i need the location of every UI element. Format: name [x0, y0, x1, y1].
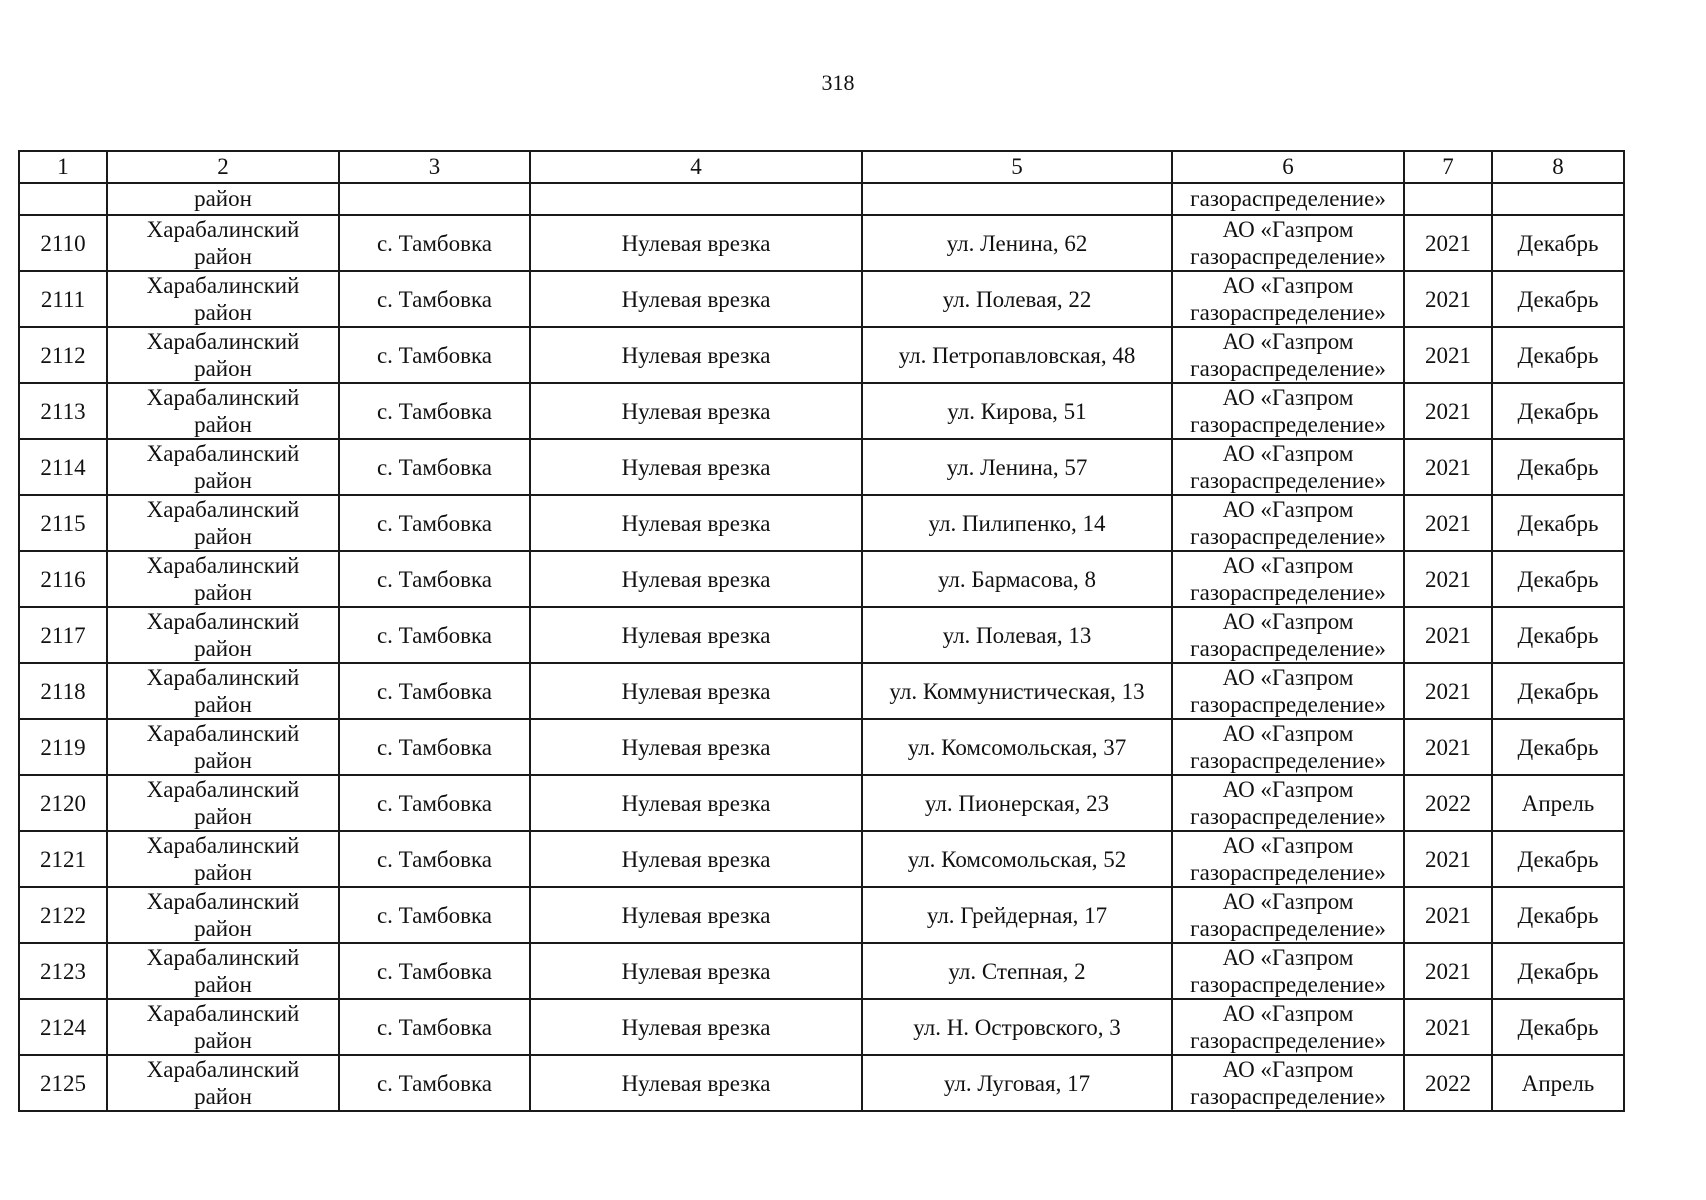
- table-row: [19, 439, 1624, 495]
- table-row: [19, 607, 1624, 663]
- organization-cell: [1172, 999, 1404, 1055]
- organization-cell-line: газораспределение»: [1190, 244, 1386, 269]
- organization-cell: [1172, 551, 1404, 607]
- district-cell: [107, 999, 339, 1055]
- organization-cell-line: газораспределение»: [1190, 300, 1386, 325]
- column-number-cell: 3: [339, 151, 530, 183]
- year-cell: 2021: [1404, 607, 1492, 663]
- address-cell: ул. Степная, 2: [862, 943, 1172, 999]
- organization-cell-line: АО «Газпром: [1222, 329, 1354, 354]
- district-cell-line: район: [194, 804, 252, 829]
- district-cell-line: Харабалинский: [146, 833, 300, 858]
- settlement-cell: с. Тамбовка: [339, 887, 530, 943]
- table-row: [19, 999, 1624, 1055]
- organization-cell-line: газораспределение»: [1190, 1028, 1386, 1053]
- organization-cell-line: АО «Газпром: [1222, 385, 1354, 410]
- address-cell: ул. Луговая, 17: [862, 1055, 1172, 1111]
- row-number-cell: 2116: [19, 551, 107, 607]
- district-cell: [107, 439, 339, 495]
- row-number-cell: 2123: [19, 943, 107, 999]
- month-cell: Декабрь: [1492, 327, 1624, 383]
- district-cell-line: район: [194, 972, 252, 997]
- table-row: [19, 495, 1624, 551]
- row-number-cell: 2114: [19, 439, 107, 495]
- organization-cell-line: газораспределение»: [1190, 748, 1386, 773]
- settlement-cell: с. Тамбовка: [339, 663, 530, 719]
- organization-cell-line: газораспределение»: [1190, 356, 1386, 381]
- continuation-cell: [530, 183, 862, 215]
- year-cell: 2021: [1404, 383, 1492, 439]
- month-cell: Декабрь: [1492, 999, 1624, 1055]
- row-number-cell: 2117: [19, 607, 107, 663]
- district-cell-line: Харабалинский: [146, 945, 300, 970]
- organization-cell: [1172, 719, 1404, 775]
- row-number-cell: 2115: [19, 495, 107, 551]
- address-cell: ул. Комсомольская, 52: [862, 831, 1172, 887]
- work-type-cell: Нулевая врезка: [530, 943, 862, 999]
- table-row: [19, 775, 1624, 831]
- year-cell: 2022: [1404, 1055, 1492, 1111]
- row-number-cell: 2121: [19, 831, 107, 887]
- organization-cell-line: АО «Газпром: [1222, 945, 1354, 970]
- district-cell: [107, 215, 339, 271]
- organization-cell-line: газораспределение»: [1190, 412, 1386, 437]
- address-cell: ул. Грейдерная, 17: [862, 887, 1172, 943]
- organization-cell: [1172, 943, 1404, 999]
- month-cell: Декабрь: [1492, 495, 1624, 551]
- district-cell-line: район: [194, 412, 252, 437]
- table-row: [19, 271, 1624, 327]
- district-cell-line: район: [194, 1084, 252, 1109]
- organization-cell-line: АО «Газпром: [1222, 777, 1354, 802]
- work-type-cell: Нулевая врезка: [530, 999, 862, 1055]
- district-cell: [107, 831, 339, 887]
- settlement-cell: с. Тамбовка: [339, 831, 530, 887]
- settlement-cell: с. Тамбовка: [339, 215, 530, 271]
- work-type-cell: Нулевая врезка: [530, 551, 862, 607]
- table-row: [19, 831, 1624, 887]
- address-cell: ул. Полевая, 13: [862, 607, 1172, 663]
- address-cell: ул. Петропавловская, 48: [862, 327, 1172, 383]
- column-number-cell: 6: [1172, 151, 1404, 183]
- table-body: [19, 151, 1624, 1111]
- month-cell: Декабрь: [1492, 607, 1624, 663]
- organization-cell: [1172, 663, 1404, 719]
- year-cell: 2021: [1404, 327, 1492, 383]
- month-cell: Декабрь: [1492, 719, 1624, 775]
- district-cell: [107, 271, 339, 327]
- table-row: [19, 1055, 1624, 1111]
- district-cell-line: Харабалинский: [146, 385, 300, 410]
- column-number-cell: 5: [862, 151, 1172, 183]
- organization-cell-line: АО «Газпром: [1222, 1057, 1354, 1082]
- settlement-cell: с. Тамбовка: [339, 607, 530, 663]
- organization-cell-line: АО «Газпром: [1222, 889, 1354, 914]
- organization-cell: [1172, 775, 1404, 831]
- district-cell: [107, 719, 339, 775]
- column-number-cell: 2: [107, 151, 339, 183]
- month-cell: Декабрь: [1492, 887, 1624, 943]
- organization-cell-line: АО «Газпром: [1222, 609, 1354, 634]
- month-cell: Апрель: [1492, 775, 1624, 831]
- table-row: [19, 383, 1624, 439]
- column-number-cell: 8: [1492, 151, 1624, 183]
- district-cell: [107, 607, 339, 663]
- organization-cell-line: газораспределение»: [1190, 636, 1386, 661]
- district-cell: [107, 943, 339, 999]
- row-number-cell: 2110: [19, 215, 107, 271]
- year-cell: 2021: [1404, 831, 1492, 887]
- district-cell-line: район: [194, 356, 252, 381]
- district-cell-line: Харабалинский: [146, 217, 300, 242]
- organization-cell-line: газораспределение»: [1190, 860, 1386, 885]
- table-row: [19, 663, 1624, 719]
- month-cell: Декабрь: [1492, 439, 1624, 495]
- year-cell: 2021: [1404, 719, 1492, 775]
- settlement-cell: с. Тамбовка: [339, 1055, 530, 1111]
- column-number-row: [19, 151, 1624, 183]
- settlement-cell: с. Тамбовка: [339, 943, 530, 999]
- address-cell: ул. Пионерская, 23: [862, 775, 1172, 831]
- settlement-cell: с. Тамбовка: [339, 383, 530, 439]
- work-type-cell: Нулевая врезка: [530, 607, 862, 663]
- address-cell: ул. Бармасова, 8: [862, 551, 1172, 607]
- continuation-cell: [862, 183, 1172, 215]
- month-cell: Апрель: [1492, 1055, 1624, 1111]
- district-cell-line: район: [194, 580, 252, 605]
- row-number-cell: 2119: [19, 719, 107, 775]
- work-type-cell: Нулевая врезка: [530, 495, 862, 551]
- year-cell: 2021: [1404, 215, 1492, 271]
- year-cell: 2021: [1404, 663, 1492, 719]
- settlement-cell: с. Тамбовка: [339, 775, 530, 831]
- district-cell-line: Харабалинский: [146, 1057, 300, 1082]
- district-cell: [107, 663, 339, 719]
- year-cell: 2021: [1404, 999, 1492, 1055]
- month-cell: Декабрь: [1492, 383, 1624, 439]
- district-cell-line: район: [194, 636, 252, 661]
- district-cell: [107, 327, 339, 383]
- organization-cell-line: газораспределение»: [1190, 692, 1386, 717]
- work-type-cell: Нулевая врезка: [530, 887, 862, 943]
- address-cell: ул. Коммунистическая, 13: [862, 663, 1172, 719]
- row-number-cell: 2125: [19, 1055, 107, 1111]
- organization-cell-line: АО «Газпром: [1222, 441, 1354, 466]
- organization-cell: [1172, 271, 1404, 327]
- district-cell-line: Харабалинский: [146, 329, 300, 354]
- address-cell: ул. Комсомольская, 37: [862, 719, 1172, 775]
- address-cell: ул. Ленина, 57: [862, 439, 1172, 495]
- district-cell-line: Харабалинский: [146, 273, 300, 298]
- district-cell-line: район: [194, 860, 252, 885]
- schedule-table: [18, 150, 1625, 1112]
- district-cell-line: Харабалинский: [146, 609, 300, 634]
- work-type-cell: Нулевая врезка: [530, 775, 862, 831]
- organization-cell-line: газораспределение»: [1190, 524, 1386, 549]
- row-number-cell: 2112: [19, 327, 107, 383]
- column-number-cell: 4: [530, 151, 862, 183]
- settlement-cell: с. Тамбовка: [339, 439, 530, 495]
- table-row: [19, 551, 1624, 607]
- organization-cell-line: газораспределение»: [1190, 468, 1386, 493]
- district-cell-line: район: [194, 692, 252, 717]
- organization-cell-line: газораспределение»: [1190, 1084, 1386, 1109]
- organization-cell: [1172, 495, 1404, 551]
- year-cell: 2021: [1404, 271, 1492, 327]
- district-cell: [107, 495, 339, 551]
- district-cell-line: Харабалинский: [146, 553, 300, 578]
- organization-cell-line: АО «Газпром: [1222, 721, 1354, 746]
- settlement-cell: с. Тамбовка: [339, 999, 530, 1055]
- district-cell-line: Харабалинский: [146, 777, 300, 802]
- address-cell: ул. Кирова, 51: [862, 383, 1172, 439]
- continuation-cell: район: [107, 183, 339, 215]
- organization-cell-line: АО «Газпром: [1222, 1001, 1354, 1026]
- table-row: [19, 887, 1624, 943]
- district-cell-line: район: [194, 748, 252, 773]
- table-row: [19, 327, 1624, 383]
- column-number-cell: 1: [19, 151, 107, 183]
- continuation-row: [19, 183, 1624, 215]
- organization-cell-line: АО «Газпром: [1222, 497, 1354, 522]
- organization-cell-line: АО «Газпром: [1222, 217, 1354, 242]
- year-cell: 2021: [1404, 887, 1492, 943]
- district-cell-line: район: [194, 468, 252, 493]
- district-cell-line: Харабалинский: [146, 889, 300, 914]
- work-type-cell: Нулевая врезка: [530, 663, 862, 719]
- organization-cell: [1172, 439, 1404, 495]
- district-cell: [107, 887, 339, 943]
- settlement-cell: с. Тамбовка: [339, 719, 530, 775]
- district-cell-line: район: [194, 916, 252, 941]
- address-cell: ул. Н. Островского, 3: [862, 999, 1172, 1055]
- year-cell: 2021: [1404, 439, 1492, 495]
- continuation-cell: [19, 183, 107, 215]
- district-cell: [107, 775, 339, 831]
- continuation-cell: [1404, 183, 1492, 215]
- address-cell: ул. Ленина, 62: [862, 215, 1172, 271]
- row-number-cell: 2122: [19, 887, 107, 943]
- work-type-cell: Нулевая врезка: [530, 831, 862, 887]
- district-cell-line: Харабалинский: [146, 1001, 300, 1026]
- organization-cell: [1172, 831, 1404, 887]
- work-type-cell: Нулевая врезка: [530, 439, 862, 495]
- page-number: 318: [821, 70, 855, 95]
- district-cell-line: Харабалинский: [146, 441, 300, 466]
- settlement-cell: с. Тамбовка: [339, 551, 530, 607]
- organization-cell-line: газораспределение»: [1190, 580, 1386, 605]
- settlement-cell: с. Тамбовка: [339, 327, 530, 383]
- organization-cell: [1172, 215, 1404, 271]
- organization-cell-line: АО «Газпром: [1222, 553, 1354, 578]
- district-cell-line: Харабалинский: [146, 721, 300, 746]
- organization-cell: [1172, 607, 1404, 663]
- column-number-cell: 7: [1404, 151, 1492, 183]
- month-cell: Декабрь: [1492, 551, 1624, 607]
- district-cell: [107, 551, 339, 607]
- work-type-cell: Нулевая врезка: [530, 383, 862, 439]
- district-cell-line: Харабалинский: [146, 665, 300, 690]
- row-number-cell: 2120: [19, 775, 107, 831]
- month-cell: Декабрь: [1492, 943, 1624, 999]
- work-type-cell: Нулевая врезка: [530, 327, 862, 383]
- organization-cell-line: АО «Газпром: [1222, 665, 1354, 690]
- row-number-cell: 2124: [19, 999, 107, 1055]
- district-cell-line: Харабалинский: [146, 497, 300, 522]
- continuation-cell: газораспределение»: [1172, 183, 1404, 215]
- row-number-cell: 2111: [19, 271, 107, 327]
- district-cell-line: район: [194, 244, 252, 269]
- continuation-cell: [1492, 183, 1624, 215]
- organization-cell-line: газораспределение»: [1190, 972, 1386, 997]
- organization-cell: [1172, 1055, 1404, 1111]
- table-row: [19, 719, 1624, 775]
- table-row: [19, 215, 1624, 271]
- year-cell: 2021: [1404, 495, 1492, 551]
- organization-cell: [1172, 887, 1404, 943]
- month-cell: Декабрь: [1492, 271, 1624, 327]
- continuation-cell: [339, 183, 530, 215]
- work-type-cell: Нулевая врезка: [530, 271, 862, 327]
- month-cell: Декабрь: [1492, 663, 1624, 719]
- district-cell: [107, 1055, 339, 1111]
- district-cell-line: район: [194, 300, 252, 325]
- settlement-cell: с. Тамбовка: [339, 495, 530, 551]
- organization-cell: [1172, 327, 1404, 383]
- address-cell: ул. Пилипенко, 14: [862, 495, 1172, 551]
- organization-cell-line: АО «Газпром: [1222, 273, 1354, 298]
- organization-cell-line: газораспределение»: [1190, 804, 1386, 829]
- work-type-cell: Нулевая врезка: [530, 719, 862, 775]
- table-row: [19, 943, 1624, 999]
- district-cell: [107, 383, 339, 439]
- month-cell: Декабрь: [1492, 215, 1624, 271]
- organization-cell: [1172, 383, 1404, 439]
- organization-cell-line: АО «Газпром: [1222, 833, 1354, 858]
- row-number-cell: 2113: [19, 383, 107, 439]
- year-cell: 2021: [1404, 943, 1492, 999]
- district-cell-line: район: [194, 524, 252, 549]
- organization-cell-line: газораспределение»: [1190, 916, 1386, 941]
- year-cell: 2021: [1404, 551, 1492, 607]
- work-type-cell: Нулевая врезка: [530, 1055, 862, 1111]
- work-type-cell: Нулевая врезка: [530, 215, 862, 271]
- month-cell: Декабрь: [1492, 831, 1624, 887]
- settlement-cell: с. Тамбовка: [339, 271, 530, 327]
- row-number-cell: 2118: [19, 663, 107, 719]
- district-cell-line: район: [194, 1028, 252, 1053]
- address-cell: ул. Полевая, 22: [862, 271, 1172, 327]
- year-cell: 2022: [1404, 775, 1492, 831]
